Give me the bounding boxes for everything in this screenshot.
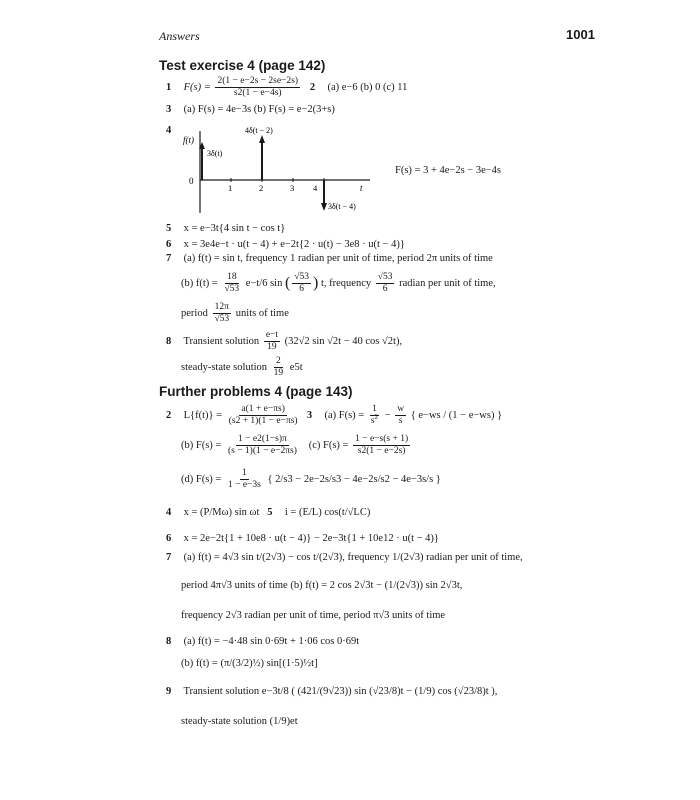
answer-text: Transient solution e−3t/8 ( (421/(9√23)) sin (√23/8)t − (1/9) cos (√23/8)t ), (183, 686, 498, 697)
fraction (376, 272, 395, 295)
q-num: 4 (166, 507, 172, 518)
answer-text: x = 3e4e−t · u(t − 4) + e−2t{2 · u(t) − 3e8 · u(t − 4)} (183, 239, 405, 250)
impulse-label-0: 3δ(t) (207, 149, 223, 158)
answer-text: (a) f(t) = 4√3 sin t/(2√3) − cos t/(2√3), frequency 1/(2√3) radian per unit of time, (183, 552, 523, 563)
q-num: 7 (166, 552, 172, 563)
denominator: 19 (273, 368, 284, 378)
answer-text: i = (E/L) cos(t/√LC) (284, 507, 371, 518)
numerator: a(1 + e−πs) (241, 404, 285, 414)
denominator: 19 (267, 342, 277, 352)
answer-text: x = 2e−2t{1 + 10e8 · u(t − 4)} − 2e−3t{1 + 10e12 · u(t − 4)} (183, 533, 439, 544)
answer-line-p6 (166, 533, 439, 545)
answer-line-8-ss (181, 356, 303, 379)
impulse-label-2: 4δ(t − 2) (245, 126, 273, 135)
expr: radian per unit of time, (399, 277, 496, 289)
q-num: 6 (166, 239, 172, 250)
label: Transient solution (183, 335, 260, 347)
q-num: 7 (166, 253, 172, 264)
answer-line-p7c: frequency 2√3 radian per unit of time, period π√3 units of time (181, 610, 446, 621)
expr: (b) F(s) = (181, 439, 222, 451)
expr: (32√2 sin √2t − 40 cos √2t), (284, 335, 403, 347)
denominator: s2(1 − e−4s) (233, 88, 282, 98)
tick-label: 2 (259, 183, 264, 193)
label: period (181, 307, 208, 319)
q-num: 1 (166, 81, 172, 93)
section-heading-test: Test exercise 4 (page 142) (159, 58, 326, 73)
origin-label: 0 (189, 176, 194, 186)
tick-label: 1 (228, 183, 233, 193)
numerator: 1 (242, 468, 247, 478)
numerator: 1 (372, 404, 377, 414)
q-num: 8 (166, 636, 172, 647)
denominator: 6 (299, 284, 305, 294)
fraction (222, 272, 241, 295)
paren-open: ( (284, 274, 291, 292)
fraction (395, 404, 406, 427)
answer-line-p2: 2 L{f(t)} = $\frac{a(1 + e-\pi s)}{(s2 + 1)(1 - e-\pi s)}$ 3 (a) F(s) = $\frac{1}{s^2}$ − $\frac{w}{s}$ { e−ws / (1 − e−ws) } (166, 404, 503, 426)
expr: { e−ws / (1 − e−ws) } (410, 409, 503, 421)
q-num: 2 (166, 409, 172, 421)
q-num: 5 (267, 507, 273, 518)
answer-text: (a) F(s) = 4e−3s (b) F(s) = e−2(3+s) (183, 104, 335, 115)
answer-text: (a) f(t) = sin t, frequency 1 radian per unit of time, period 2π units of time (183, 253, 493, 264)
answer-line-p3bc (181, 434, 412, 457)
label: units of time (235, 307, 289, 319)
impulse-graph (175, 123, 375, 223)
denominator: $s^2$ (370, 412, 379, 426)
answer-line-6 (166, 239, 405, 251)
denominator: 6 (382, 284, 388, 294)
fraction (226, 468, 263, 491)
numerator: 1 − e2(1−s)π (238, 434, 287, 444)
fraction (264, 330, 280, 353)
answer-text: x = (P/Mω) sin ωt (183, 507, 260, 518)
answer-line-p7b: period 4π√3 units of time (b) f(t) = 2 cos 2√3t − (1/(2√3)) sin 2√3t, (181, 580, 463, 591)
expr: (d) F(s) = (181, 473, 222, 485)
fraction (369, 404, 380, 427)
running-title: Answers (159, 29, 200, 43)
answer-text: (a) f(t) = −4·48 sin 0·69t + 1·06 cos 0·69t (183, 636, 360, 647)
q-num: 2 (309, 81, 316, 93)
fraction (272, 356, 286, 379)
q-num: 3 (306, 409, 313, 421)
answer-line-p8a (166, 636, 359, 648)
q-num: 8 (166, 335, 172, 347)
section-heading-further: Further problems 4 (page 143) (159, 384, 353, 399)
expr: L{f(t)} = (183, 409, 223, 421)
q4-result: F(s) = 3 + 4e−2s − 3e−4s (395, 165, 502, 176)
expr: (c) F(s) = (308, 439, 349, 451)
fraction (227, 404, 300, 427)
answer-text: (a) e−6 (b) 0 (c) 11 (327, 81, 408, 93)
expr: (b) f(t) = (181, 277, 218, 289)
fraction (212, 302, 231, 325)
fraction (215, 76, 300, 99)
answer-line-8 (166, 330, 402, 353)
arrow-head-up-icon (259, 135, 265, 143)
answer-line-p7a (166, 552, 523, 564)
numerator: √53 (294, 272, 310, 282)
denominator: (s − 1)(1 − e−2πs) (227, 446, 297, 456)
fraction (226, 434, 299, 457)
numerator: e−t (265, 330, 279, 340)
denominator: √53 (214, 314, 230, 324)
q-num: 3 (166, 104, 172, 115)
answer-line-7b (181, 272, 496, 295)
answer-line-p4-p5 (166, 507, 370, 519)
arrow-head-down-icon (321, 203, 327, 211)
tick-label: 4 (313, 183, 318, 193)
expr: { 2/s3 − 2e−2s/s3 − 4e−2s/s2 − 4e−3s/s } (267, 473, 441, 485)
numerator: 1 − e−s(s + 1) (355, 434, 409, 444)
q-num: 4 (166, 125, 172, 136)
answer-line-p3d (181, 468, 441, 491)
denominator: (s2 + 1)(1 − e−πs) (228, 416, 298, 426)
answer-line-p8b: (b) f(t) = (π/(3/2)½) sin[(1·5)½t] (181, 658, 318, 669)
numerator: 12π (214, 302, 229, 312)
denominator: 1 − e−3s (227, 480, 261, 490)
x-axis-label: t (360, 183, 363, 193)
answer-line-3 (166, 104, 335, 116)
numerator: w (397, 404, 405, 414)
impulse-label-4: 3δ(t − 4) (328, 202, 356, 211)
answer-line-1-2 (166, 76, 407, 99)
answer-text: x = e−3t{4 sin t − cos t} (183, 223, 286, 234)
denominator: s (398, 416, 403, 426)
denominator: √53 (224, 284, 240, 294)
answer-line-7a (166, 253, 493, 265)
q-num: 9 (166, 686, 172, 697)
numerator: 2(1 − e−2s − 2se−2s) (217, 76, 299, 86)
numerator: √53 (377, 272, 393, 282)
numerator: 2 (276, 356, 281, 366)
expr: e−t/6 sin (245, 277, 283, 289)
q-num: 5 (166, 223, 172, 234)
answer-line-p9 (166, 686, 497, 698)
q-num: 6 (166, 533, 172, 544)
expr: e5t (289, 361, 303, 373)
paren-close: ) (313, 274, 319, 292)
expr-lhs: F(s) = (183, 81, 211, 93)
label: steady-state solution (181, 361, 268, 373)
answer-line-p9-ss: steady-state solution (1/9)et (181, 716, 298, 727)
expr: (a) F(s) = (324, 409, 365, 421)
denominator: s2(1 − e−2s) (357, 446, 406, 456)
numerator: 18 (227, 272, 237, 282)
fraction (292, 272, 311, 295)
expr: t, frequency (320, 277, 372, 289)
fraction (353, 434, 410, 457)
answer-line-5 (166, 223, 285, 235)
answer-line-7b-period (181, 302, 289, 325)
tick-label: 3 (290, 183, 295, 193)
page-number: 1001 (566, 27, 595, 42)
y-axis-label: f(t) (183, 135, 194, 145)
